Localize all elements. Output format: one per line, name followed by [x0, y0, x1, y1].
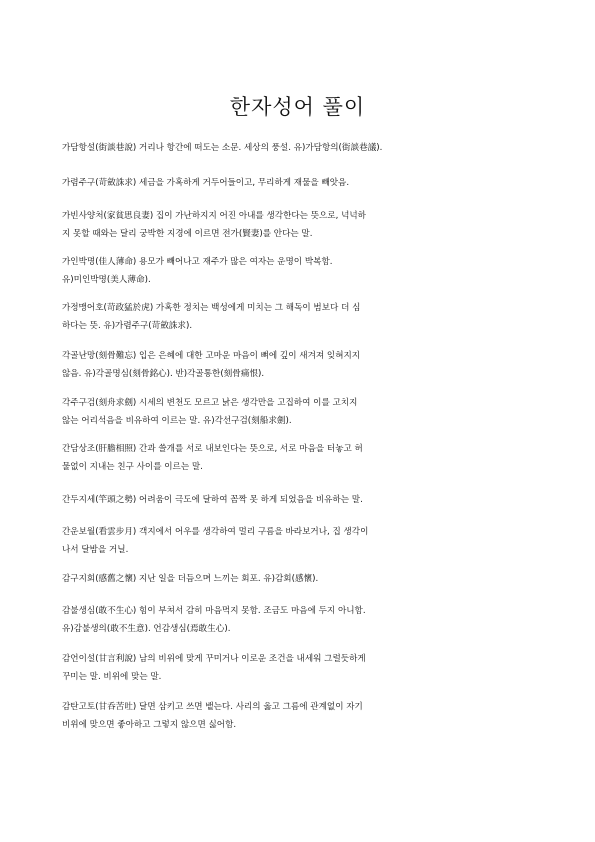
entry-line: 않는 어리석음을 비유하여 이르는 말. 유)각선구검(刻船求劍).	[62, 416, 292, 426]
idiom-entry	[62, 207, 366, 243]
entry-line: 감언이설(甘言利說) 남의 비위에 맞게 꾸미거나 이로운 조건을 내세워 그럴듯하게	[62, 654, 366, 664]
idiom-entry	[62, 347, 360, 383]
document-title: 한자성어 풀이	[229, 95, 366, 119]
idiom-entry	[62, 299, 360, 335]
idiom-entry	[62, 139, 382, 157]
idiom-entry	[62, 570, 318, 588]
entry-line: 유)감불생의(敢不生意). 언감생심(焉敢生心).	[62, 624, 231, 634]
idiom-entry	[62, 174, 349, 192]
entry-line: 않음. 유)각골명심(刻骨銘心). 반)각골통한(刻骨痛恨).	[62, 369, 265, 379]
entry-line: 가담항설(街談巷說) 거리나 항간에 떠도는 소문. 세상의 풍설. 유)가담항의(街談巷議).	[62, 143, 383, 153]
entry-line: 비위에 맞으면 좋아하고 그렇지 않으면 싫어함.	[62, 720, 237, 730]
entry-line: 감불생심(敢不生心) 힘이 부쳐서 감히 마음먹지 못함. 조금도 마음에 두지 아니함.	[62, 606, 366, 616]
entry-line: 지 못할 때와는 달리 궁박한 지경에 이르면 전가(賢妻)를 안다는 말.	[62, 229, 313, 239]
entry-line: 유)미인박명(美人薄命).	[62, 275, 151, 285]
entry-line: 가인박명(佳人薄命) 용모가 빼어나고 재주가 많은 여자는 운명이 박복함.	[62, 257, 333, 267]
entry-line: 각골난망(刻骨難忘) 입은 은혜에 대한 고마운 마음이 뼈에 깊이 새겨져 잊혀지지	[62, 351, 361, 361]
entry-line: 감탄고토(甘呑苦吐) 달면 삼키고 쓰면 뱉는다. 사리의 옳고 그름에 관계없이 자기	[62, 702, 363, 712]
entry-line: 꾸미는 말. 비위에 맞는 말.	[62, 672, 162, 682]
entry-line: 가빈사양처(家貧思良妻) 집이 가난하지지 어진 아내를 생각한다는 뜻으로, 넉넉하	[62, 211, 366, 221]
entry-line: 하다는 뜻. 유)가렴주구(苛斂誅求).	[62, 321, 193, 331]
idiom-entry	[62, 394, 357, 430]
idiom-entry	[62, 602, 366, 638]
entry-line: 가렴주구(苛斂誅求) 세금을 가혹하게 거두어들이고, 무리하게 재물을 빼앗음.	[62, 178, 350, 188]
entry-line: 간두지세(竿頭之勢) 어려움이 극도에 달하여 꼼짝 못 하게 되었음을 비유하는 말.	[62, 495, 363, 505]
entry-line: 나서 달밤을 거닐.	[62, 545, 129, 555]
idiom-entry	[62, 698, 363, 734]
idiom-entry	[62, 440, 363, 476]
entry-line: 간담상조(肝膽相照) 간과 쓸개를 서로 내보인다는 뜻으로, 서로 마음을 터놓고 허	[62, 444, 363, 454]
idiom-entry	[62, 253, 332, 289]
idiom-entry	[62, 491, 363, 509]
entry-line: 감구지회(感舊之懷) 지난 일을 더듬으며 느끼는 회포. 유)감회(感懷).	[62, 574, 319, 584]
idiom-entry	[62, 650, 366, 686]
entry-line: 가정맹어호(苛政猛於虎) 가혹한 정치는 백성에게 미치는 그 해독이 범보다 더 심	[62, 303, 361, 313]
idiom-entry	[62, 523, 368, 559]
entry-line: 각주구검(刻舟求劍) 시세의 변천도 모르고 낡은 생각만을 고집하여 이를 고치지	[62, 398, 358, 408]
entry-line: 물없이 지내는 친구 사이를 이르는 말.	[62, 462, 203, 472]
entry-line: 간운보월(看雲步月) 객지에서 어우를 생각하여 멀리 구름을 바라보거나, 집 생각이	[62, 527, 369, 537]
